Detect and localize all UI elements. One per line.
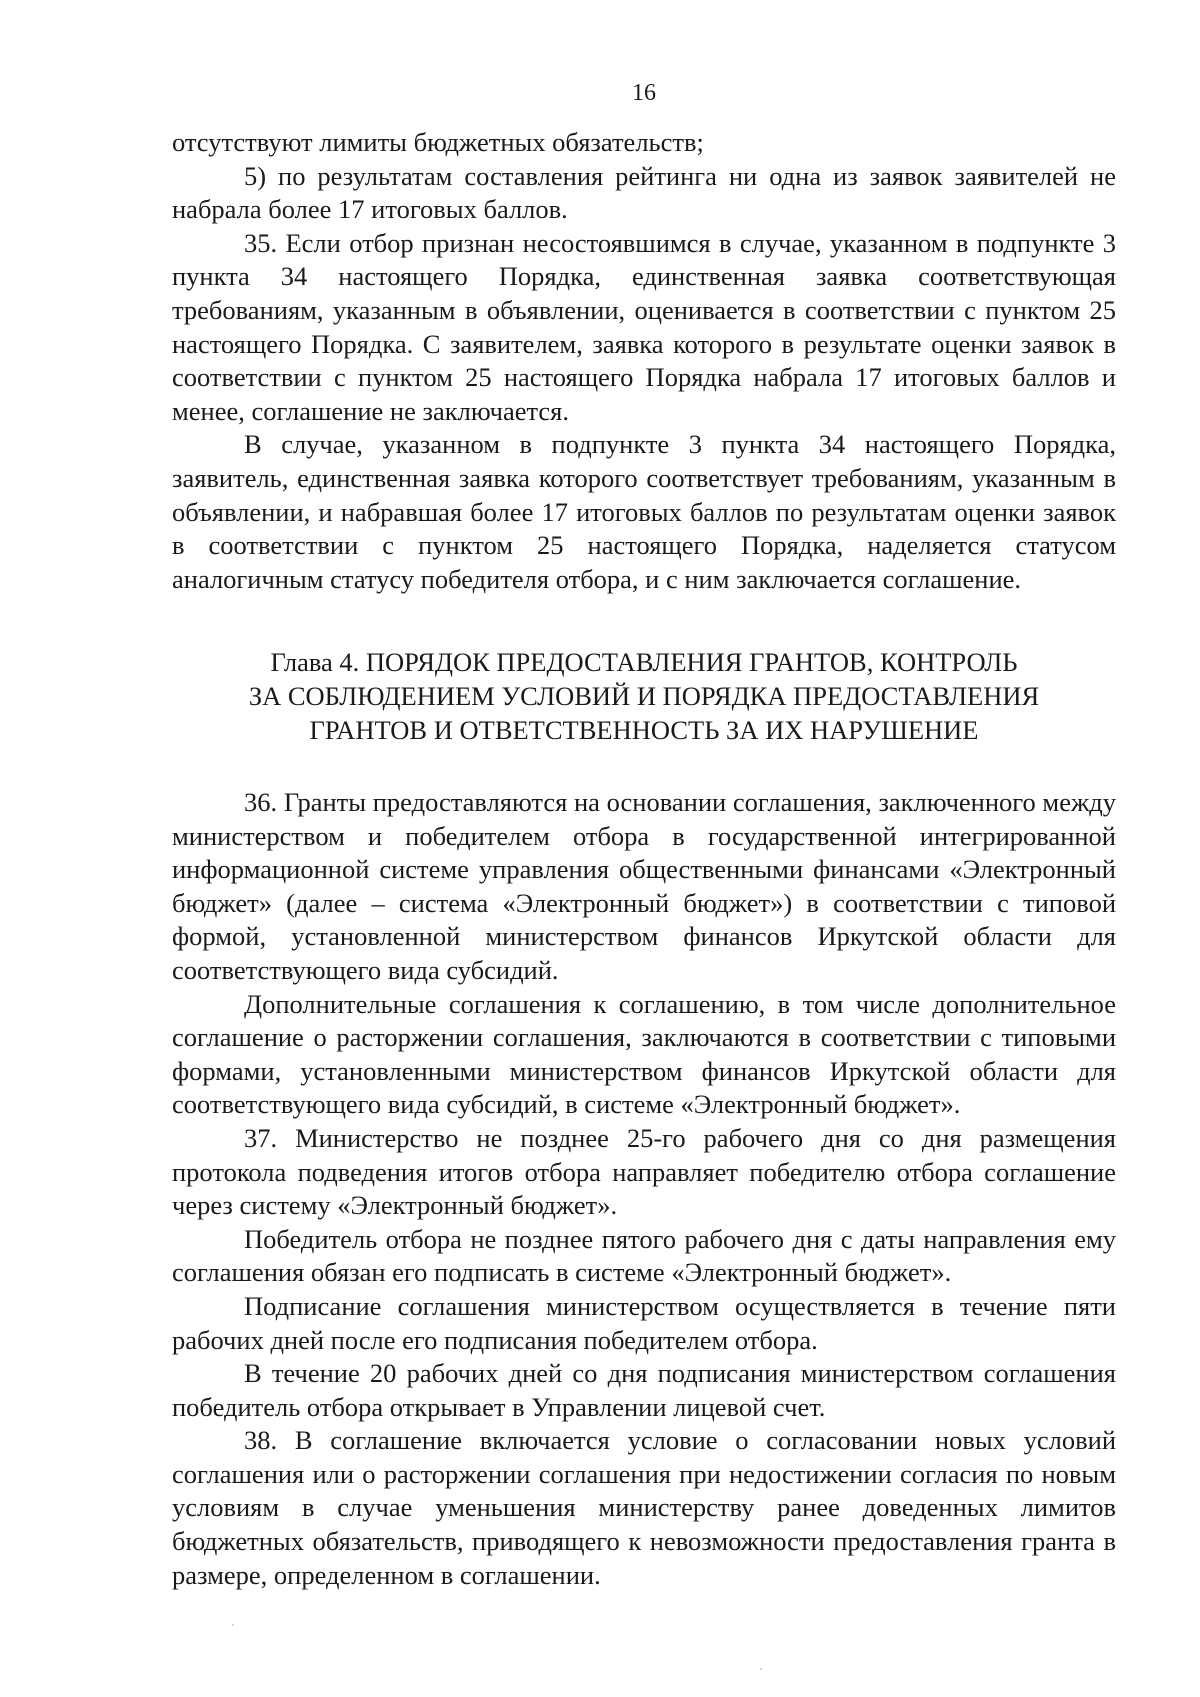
chapter-title-line: Глава 4. ПОРЯДОК ПРЕДОСТАВЛЕНИЯ ГРАНТОВ, КОНТРОЛЬ — [270, 647, 1018, 677]
text-block-top — [172, 126, 1116, 596]
paragraph: В течение 20 рабочих дней со дня подписания министерством соглашения победитель отбора открывает в Управлении лицевой счет. — [172, 1358, 1116, 1422]
scan-speck — [232, 1624, 234, 1626]
paragraph: 37. Министерство не позднее 25-го рабочего дня со дня размещения протокола подведения итогов отбора направляет победителю отбора соглашение через систему «Электронный бюджет». — [172, 1122, 1116, 1221]
chapter-title-line: ГРАНТОВ И ОТВЕТСТВЕННОСТЬ ЗА ИХ НАРУШЕНИЕ — [309, 715, 979, 745]
paragraph: Подписание соглашения министерством осуществляется в течение пяти рабочих дней после его подписания победителем отбора. — [172, 1290, 1116, 1355]
page-number: 16 — [632, 80, 656, 106]
chapter-title — [172, 645, 1116, 747]
paragraph: В случае, указанном в подпункте 3 пункта 34 настоящего Порядка, заявитель, единственная заявка которого соответствует требованиям, указанным в объявлении, и набравшая более 17 итоговых баллов по результатам оценки заявок в соответствии с пунктом 25 настоящего Порядка, наделяется статусом аналогичным статусу победителя отбора, и с ним заключается соглашение. — [172, 429, 1116, 594]
paragraph: 35. Если отбор признан несостоявшимся в случае, указанном в подпункте 3 пункта 34 настоящего Порядка, единственная заявка соответствующая требованиям, указанным в объявлении, оценивается в соответствии с пунктом 25 настоящего Порядка. С заявителем, заявка которого в результате оценки заявок в соответствии с пунктом 25 настоящего Порядка набрала 17 итоговых баллов и менее, соглашение не заключается. — [172, 227, 1116, 426]
chapter-title-line: ЗА СОБЛЮДЕНИЕМ УСЛОВИЙ И ПОРЯДКА ПРЕДОСТАВЛЕНИЯ — [248, 681, 1040, 711]
paragraph: 38. В соглашение включается условие о согласовании новых условий соглашения или о расторжении соглашения при недостижении согласия по новым условиям в случае уменьшения министерству ранее доведенных лимитов бюджетных обязательств, приводящего к невозможности предоставления гранта в размере, определенном в соглашении. — [172, 1425, 1116, 1590]
paragraph: Победитель отбора не позднее пятого рабочего дня с даты направления ему соглашения обязан его подписать в системе «Электронный бюджет». — [172, 1223, 1116, 1288]
text-block-bottom — [172, 786, 1116, 1592]
paragraph: 5) по результатам составления рейтинга ни одна из заявок заявителей не набрала более 17 итоговых баллов. — [172, 160, 1116, 225]
paragraph: 36. Гранты предоставляются на основании соглашения, заключенного между министерством и победителем отбора в государственной интегрированной информационной системе управления общественными финансами «Электронный бюджет» (далее – система «Электронный бюджет») в соответствии с типовой формой, установленной министерством финансов Иркутской области для соответствующего вида субсидий. — [172, 787, 1116, 985]
scan-speck — [760, 1668, 762, 1670]
paragraph: Дополнительные соглашения к соглашению, в том числе дополнительное соглашение о расторжении соглашения, заключаются в соответствии с типовыми формами, установленными министерством финансов Иркутской области для соответствующего вида субсидий, в системе «Электронный бюджет». — [172, 988, 1116, 1120]
paragraph: отсутствуют лимиты бюджетных обязательств; — [172, 127, 704, 157]
